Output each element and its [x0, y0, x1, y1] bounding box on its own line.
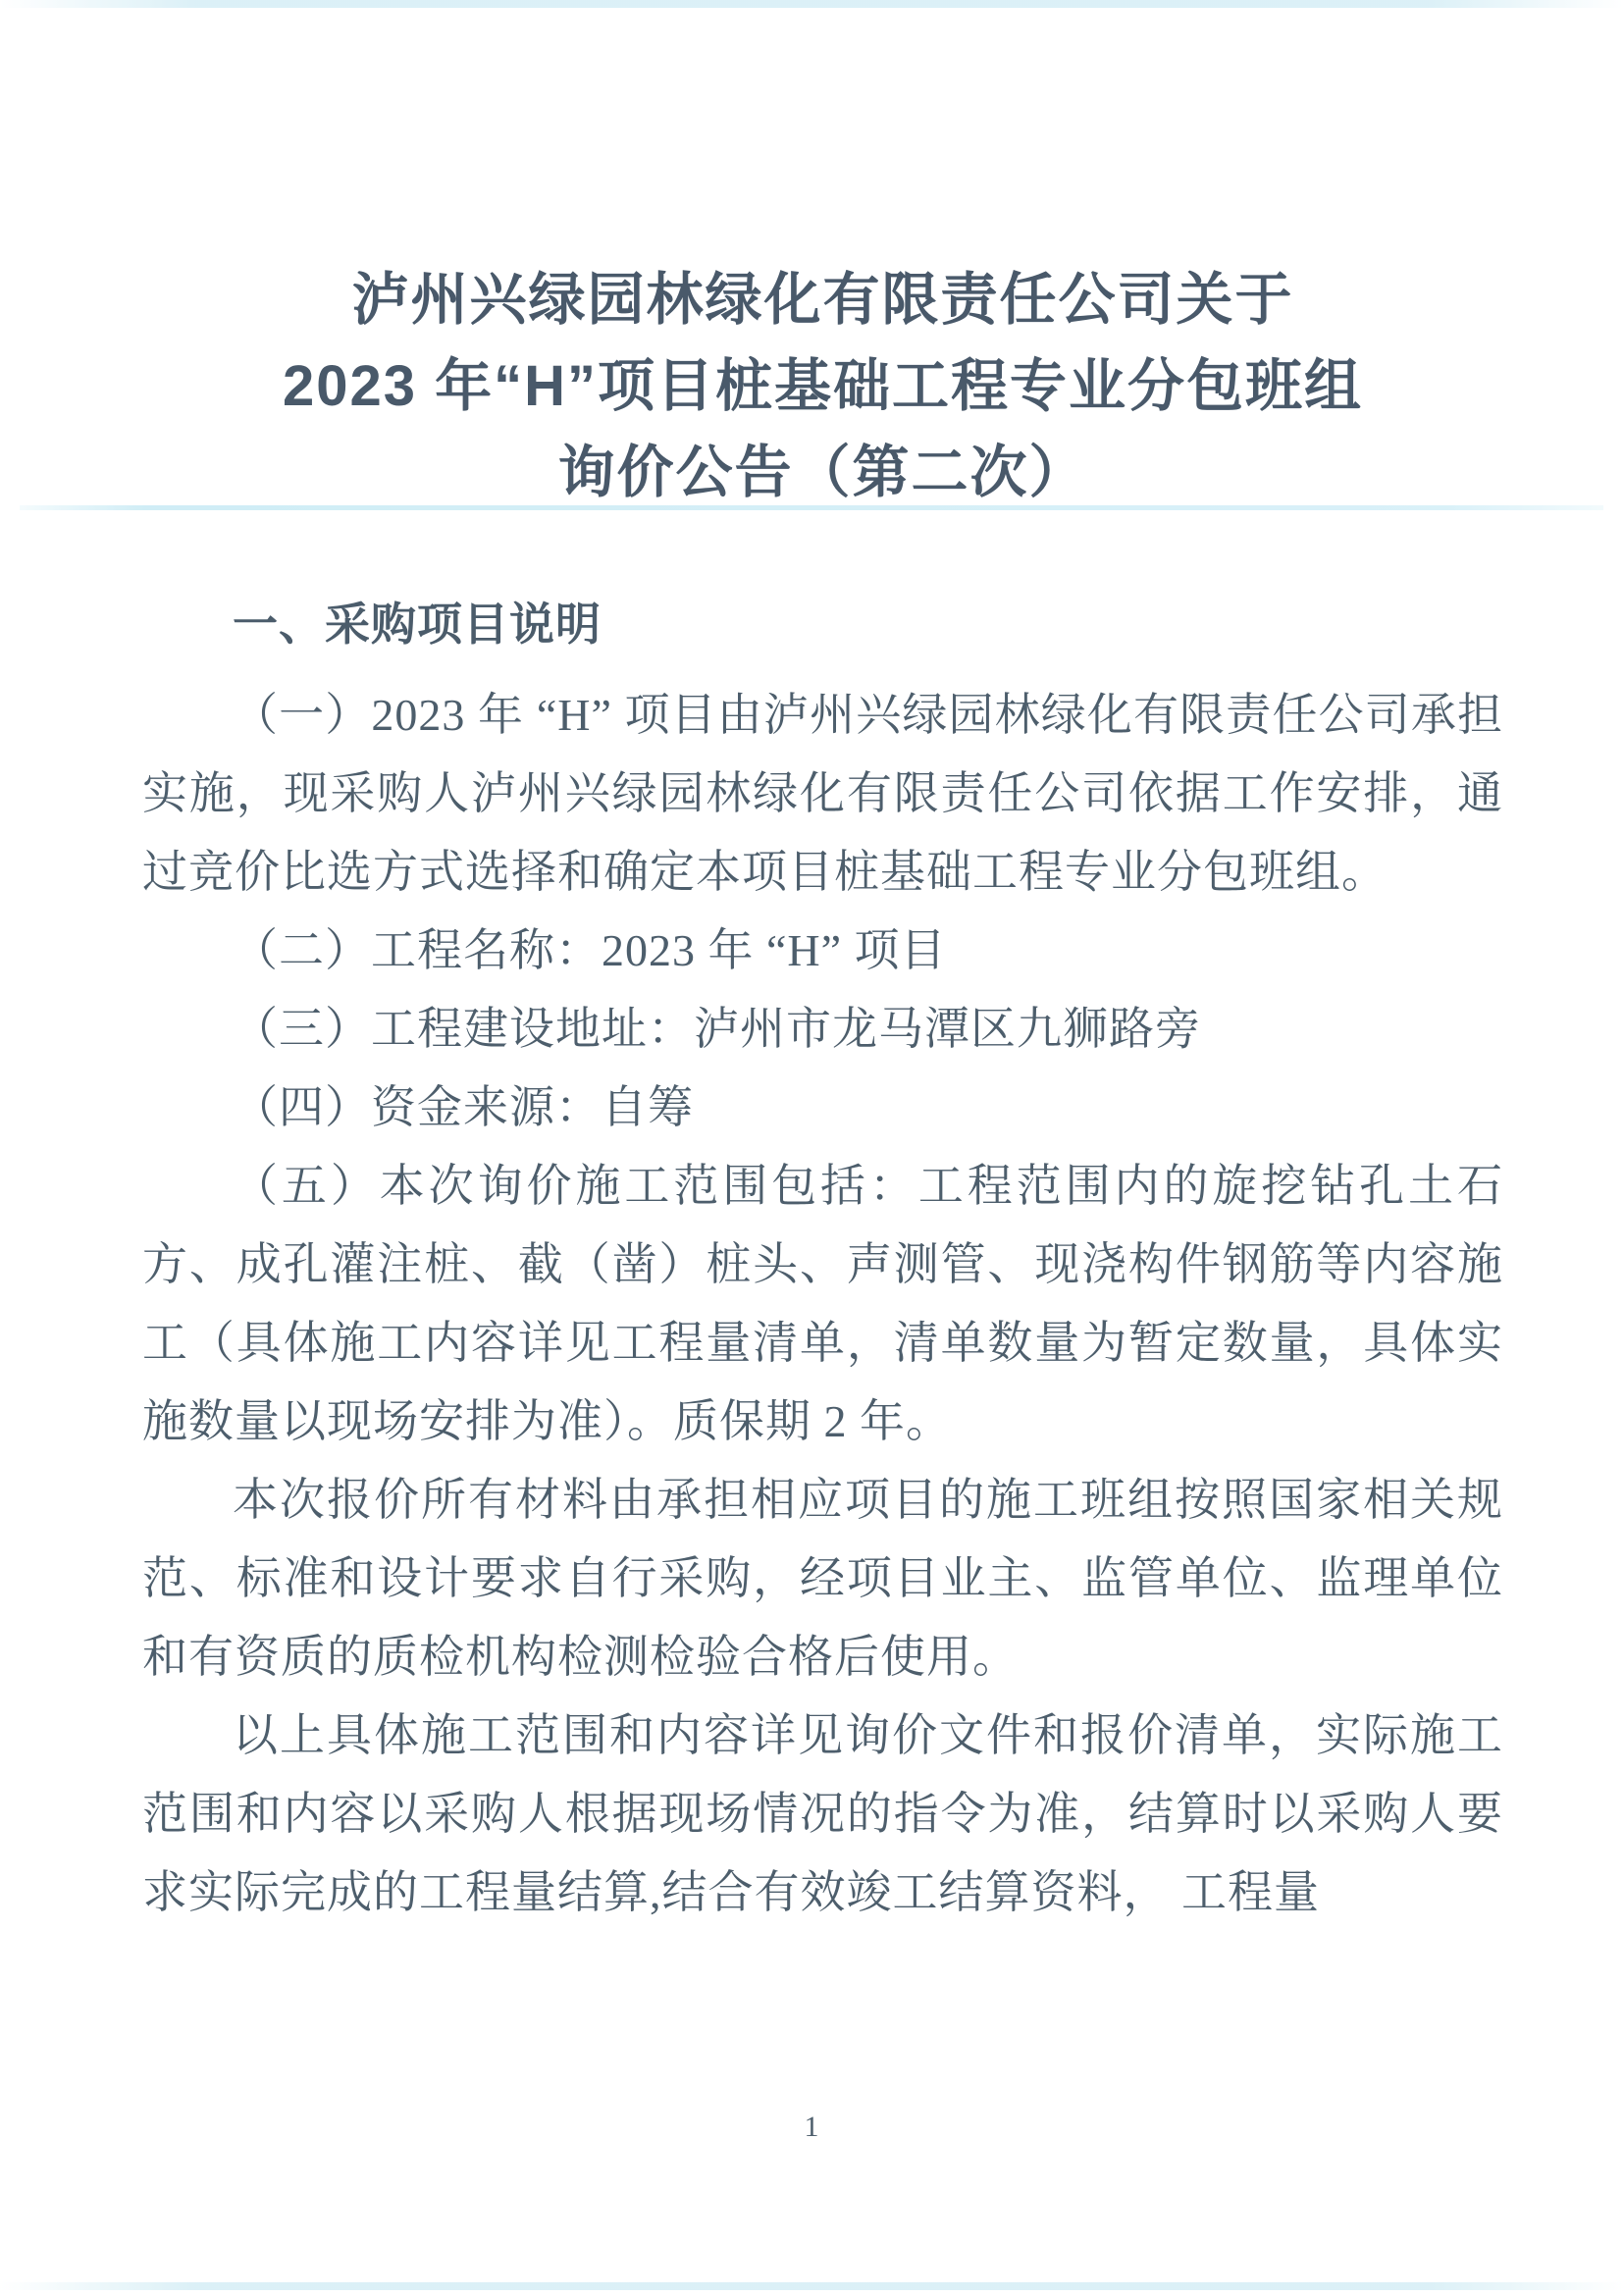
scan-artifact-bottom [0, 2282, 1623, 2290]
page-number: 1 [804, 2111, 819, 2143]
paragraph-5: （五）本次询价施工范围包括：工程范围内的旋挖钻孔土石方、成孔灌注桩、截（凿）桩头、声测管、现浇构件钢筋等内容施工（具体施工内容详见工程量清单，清单数量为暂定数量，具体实施数量以现场安排为准）。质保期 2 年。 [142, 1161, 1503, 1446]
section-heading: 一、采购项目说明 [233, 599, 602, 650]
title-line-1: 泸州兴绿园林绿化有限责任公司关于 [351, 268, 1294, 332]
document-body [142, 584, 1503, 1932]
paragraph-6: 本次报价所有材料由承担相应项目的施工班组按照国家相关规范、标准和设计要求自行采购，经项目业主、监管单位、监理单位和有资质的质检机构检测检验合格后使用。 [142, 1475, 1503, 1682]
paragraph-1: （一）2023 年 “H” 项目由泸州兴绿园林绿化有限责任公司承担实施，现采购人泸州兴绿园林绿化有限责任公司依据工作安排，通过竞价比选方式选择和确定本项目桩基础工程专业分包班组。 [142, 690, 1503, 897]
title-line-2: 2023 年“H”项目桩基础工程专业分包班组 [282, 354, 1364, 418]
paragraph-4: （四）资金来源：自筹 [233, 1082, 694, 1132]
paragraph-3: （三）工程建设地址：泸州市龙马潭区九狮路旁 [233, 1004, 1201, 1054]
document-title [142, 257, 1503, 516]
scan-artifact-top [0, 0, 1623, 8]
title-line-3: 询价公告（第二次） [557, 441, 1088, 504]
paragraph-2: （二）工程名称：2023 年 “H” 项目 [233, 925, 947, 975]
paragraph-7: 以上具体施工范围和内容详见询价文件和报价清单，实际施工范围和内容以采购人根据现场情况的指令为准，结算时以采购人要求实际完成的工程量结算,结合有效竣工结算资料， 工程量 [142, 1710, 1503, 1917]
scan-artifact-divider-line [20, 505, 1603, 510]
